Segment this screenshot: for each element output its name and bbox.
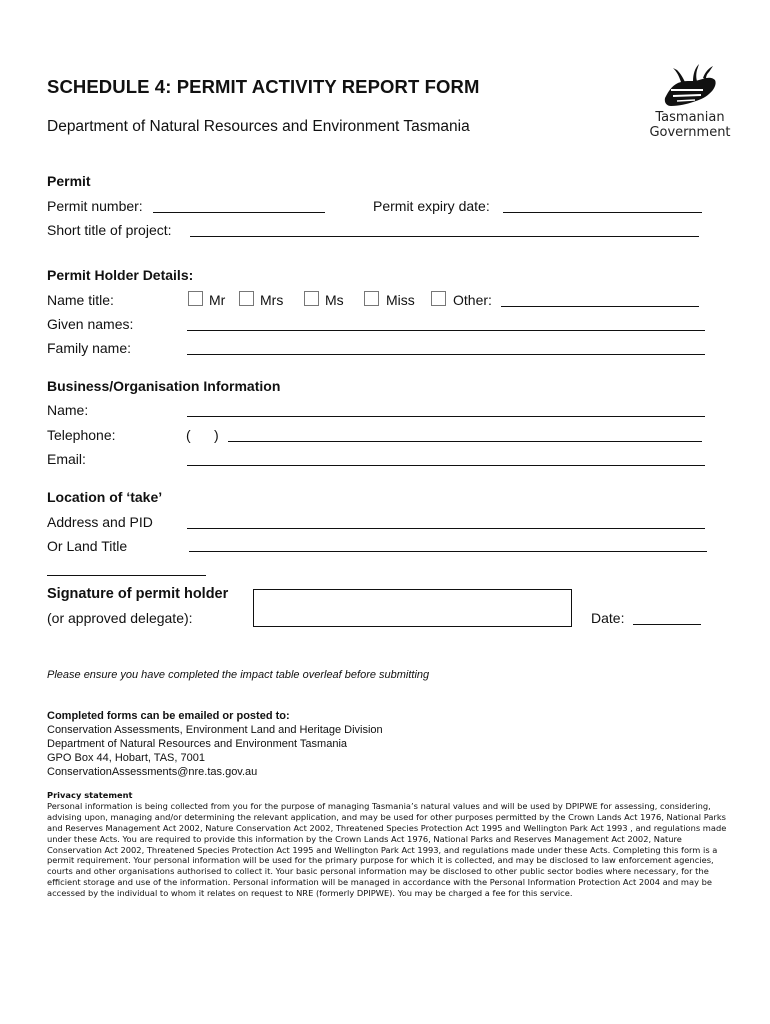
checkbox-miss[interactable]: [364, 291, 379, 306]
address-line: Department of Natural Resources and Environment Tasmania: [47, 738, 348, 750]
thylacine-icon: [659, 60, 721, 110]
submission-note: Please ensure you have completed the impact table overleaf before submitting: [47, 669, 430, 681]
permit-number-field[interactable]: [153, 212, 325, 213]
permit-number-label: Permit number:: [47, 198, 143, 214]
signature-box[interactable]: [253, 589, 572, 627]
short-title-field[interactable]: [190, 236, 699, 237]
name-title-label: Name title:: [47, 292, 114, 308]
privacy-heading: Privacy statement: [47, 790, 133, 800]
checkbox-ms[interactable]: [304, 291, 319, 306]
telephone-label: Telephone:: [47, 427, 116, 443]
submission-address: [47, 709, 383, 779]
given-names-field[interactable]: [187, 330, 705, 331]
checkbox-mrs[interactable]: [239, 291, 254, 306]
given-names-label: Given names:: [47, 316, 134, 332]
contact-email[interactable]: ConservationAssessments@nre.tas.gov.au: [47, 766, 258, 778]
signature-heading: Signature of permit holder: [47, 586, 229, 602]
tasmanian-government-logo: [640, 60, 740, 140]
location-heading: Location of ‘take’: [47, 489, 163, 505]
logo-text-line2: Government: [649, 125, 731, 140]
option-ms-label: Ms: [325, 292, 344, 308]
department-subtitle: Department of Natural Resources and Environment Tasmania: [47, 118, 470, 135]
option-miss-label: Miss: [386, 292, 415, 308]
permit-expiry-label: Permit expiry date:: [373, 198, 490, 214]
checkbox-mr[interactable]: [188, 291, 203, 306]
telephone-area-code[interactable]: ( ): [186, 427, 219, 443]
option-mr-label: Mr: [209, 292, 226, 308]
telephone-field[interactable]: [228, 441, 702, 442]
submission-heading: Completed forms can be emailed or posted to:: [47, 710, 290, 722]
permit-heading: Permit: [47, 173, 91, 189]
email-label: Email:: [47, 451, 86, 467]
privacy-statement: [47, 790, 727, 899]
checkbox-other[interactable]: [431, 291, 446, 306]
family-name-label: Family name:: [47, 340, 132, 356]
land-title-label: Or Land Title: [47, 538, 128, 554]
logo-text-line1: Tasmanian: [655, 110, 725, 125]
address-pid-field[interactable]: [187, 528, 705, 529]
other-title-field[interactable]: [501, 306, 699, 307]
permit-expiry-field[interactable]: [503, 212, 702, 213]
signature-sub-label: (or approved delegate):: [47, 610, 193, 626]
option-mrs-label: Mrs: [260, 292, 284, 308]
family-name-field[interactable]: [187, 354, 705, 355]
privacy-text: Personal information is being collected from you for the purpose of managing Tasmania’s natural values and will be used by DPIPWE for assessing, considering, advising upon, managing and/or determining the relevant application, and may be used for other purposes permitted by the Crown Lands Act 1976, National Parks and Reserves Management Act 2002, Nature Conservation Act 2002, Threatened Species Protection Act 1995 and Wellington Park Act 1993 , and regulations made under these Acts. You are required to provide this information by the Crown Lands Act 1976, National Parks and Reserves Management Act 2002, Nature Conservation Act 2002, Threatened Species Protection Act 1995 and Wellington Park Act 1993, and regulations made under these Acts. Completing this form is a permit requirement. Your personal information will be used for the primary purpose for which it is collected, and may be disclosed to law enforcement agencies, courts and other organisations authorised to collect it. Your basic personal information may be disclosed to other public sector bodies where necessary, for the efficient storage and use of the information. Personal information will be managed in accordance with the Personal Information Protection Act 2004 and may be accessed by the individual to whom it relates on request to NRE (formerly DPIPWE). You may be charged a fee for this service.: [47, 800, 727, 899]
business-name-field[interactable]: [187, 416, 705, 417]
business-name-label: Name:: [47, 402, 89, 418]
date-label: Date:: [591, 610, 625, 626]
email-field[interactable]: [187, 465, 705, 466]
option-other-label: Other:: [453, 292, 492, 308]
address-pid-label: Address and PID: [47, 514, 153, 530]
address-line: GPO Box 44, Hobart, TAS, 7001: [47, 752, 205, 764]
form-title: SCHEDULE 4: PERMIT ACTIVITY REPORT FORM: [47, 76, 480, 97]
short-title-label: Short title of project:: [47, 222, 172, 238]
section-divider: [47, 575, 206, 576]
holder-heading: Permit Holder Details:: [47, 267, 194, 283]
land-title-field[interactable]: [189, 551, 707, 552]
business-heading: Business/Organisation Information: [47, 378, 281, 394]
date-field[interactable]: [633, 624, 701, 625]
address-line: Conservation Assessments, Environment Land and Heritage Division: [47, 724, 383, 736]
